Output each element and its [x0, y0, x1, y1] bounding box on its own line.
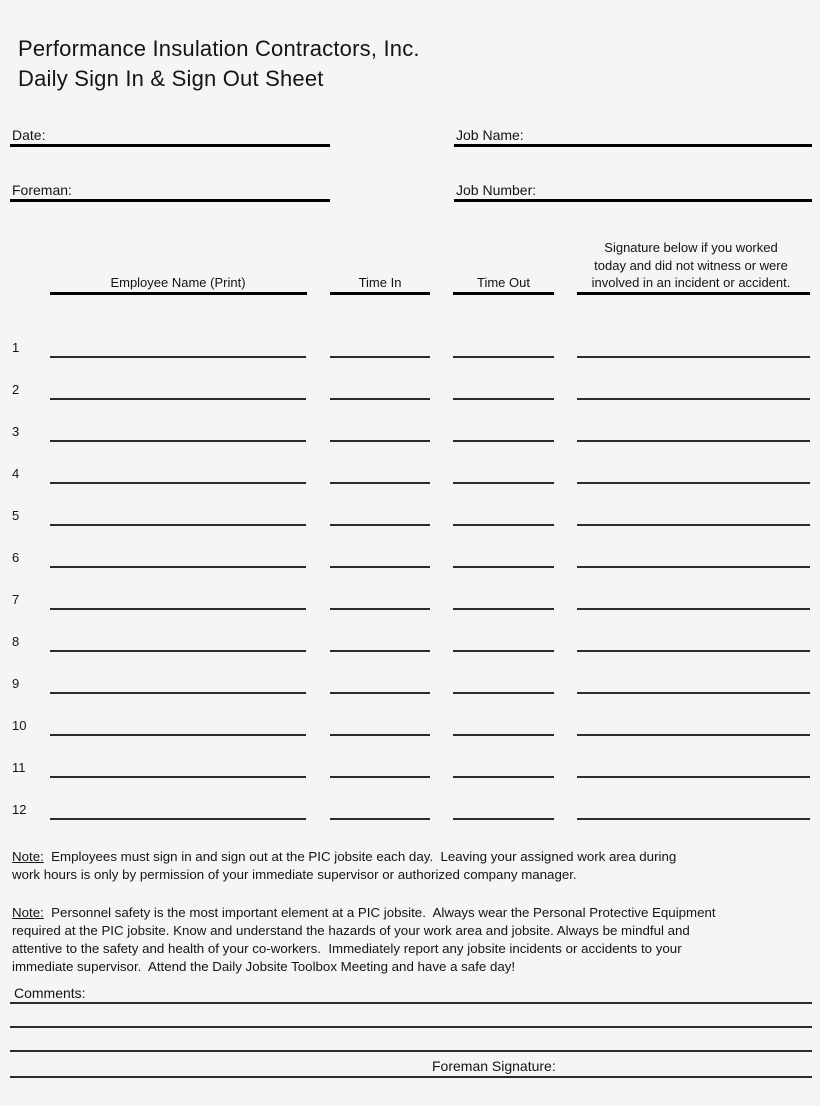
date-label: Date:	[12, 127, 46, 143]
sign-in-row	[0, 464, 820, 484]
time-in-line[interactable]	[330, 692, 430, 694]
time-in-line[interactable]	[330, 734, 430, 736]
signature-line[interactable]	[577, 356, 810, 358]
signature-line[interactable]	[577, 566, 810, 568]
row-number: 1	[12, 340, 20, 355]
employee-name-line[interactable]	[50, 650, 306, 652]
time-in-line[interactable]	[330, 818, 430, 820]
time-in-line[interactable]	[330, 524, 430, 526]
date-field[interactable]	[10, 126, 330, 147]
note-text: work hours is only by permission of your immediate supervisor or authorized company manager.	[12, 867, 577, 882]
comments-field[interactable]	[10, 984, 812, 1004]
job-name-field[interactable]	[454, 126, 812, 147]
signature-line[interactable]	[577, 650, 810, 652]
sign-in-row	[0, 548, 820, 568]
signature-line[interactable]	[577, 440, 810, 442]
employee-name-line[interactable]	[50, 692, 306, 694]
time-out-line[interactable]	[453, 440, 554, 442]
note-text: Employees must sign in and sign out at the PIC jobsite each day. Leaving your assigned work area during	[43, 849, 677, 864]
sign-in-row	[0, 590, 820, 610]
column-header-time-out: Time Out	[477, 275, 530, 290]
employee-name-line[interactable]	[50, 818, 306, 820]
note-text: required at the PIC jobsite. Know and understand the hazards of your work area and jobsite. Always be mindful and	[12, 923, 690, 938]
time-out-line[interactable]	[453, 566, 554, 568]
foreman-signature-label: Foreman Signature:	[432, 1058, 556, 1074]
row-number: 11	[12, 760, 26, 775]
column-header-employee-name: Employee Name (Print)	[110, 275, 246, 290]
employee-name-line[interactable]	[50, 482, 306, 484]
signature-header-line-2: today and did not witness or were	[594, 257, 788, 273]
row-number: 2	[12, 382, 20, 397]
note-text: Personnel safety is the most important element at a PIC jobsite. Always wear the Personal Protective Equipment	[43, 905, 716, 920]
time-out-header-rule	[453, 292, 554, 295]
company-name: Performance Insulation Contractors, Inc.	[18, 36, 420, 61]
row-number: 6	[12, 550, 20, 565]
document-title: Daily Sign In & Sign Out Sheet	[18, 66, 324, 91]
sign-in-row	[0, 758, 820, 778]
comments-line-3[interactable]	[10, 1050, 812, 1052]
time-out-line[interactable]	[453, 734, 554, 736]
sign-in-row	[0, 674, 820, 694]
sign-in-row	[0, 422, 820, 442]
signature-line[interactable]	[577, 524, 810, 526]
time-out-line[interactable]	[453, 398, 554, 400]
time-out-line[interactable]	[453, 482, 554, 484]
sign-in-row	[0, 506, 820, 526]
signature-line[interactable]	[577, 818, 810, 820]
row-number: 4	[12, 466, 20, 481]
note-safety-policy	[12, 904, 818, 976]
signature-line[interactable]	[577, 734, 810, 736]
note-text: immediate supervisor. Attend the Daily Jobsite Toolbox Meeting and have a safe day!	[12, 959, 516, 974]
time-in-line[interactable]	[330, 440, 430, 442]
job-number-label: Job Number:	[456, 182, 537, 198]
column-header-signature	[568, 239, 814, 292]
time-in-line[interactable]	[330, 566, 430, 568]
row-number: 7	[12, 592, 20, 607]
sign-in-row	[0, 338, 820, 358]
time-in-header-rule	[330, 292, 430, 295]
time-out-line[interactable]	[453, 818, 554, 820]
sign-in-row	[0, 716, 820, 736]
note-label: Note:	[12, 905, 44, 920]
foreman-label: Foreman:	[12, 182, 72, 198]
document-header	[18, 34, 420, 94]
signature-header-line-1: Signature below if you worked	[604, 240, 778, 255]
row-number: 9	[12, 676, 20, 691]
signature-header-rule	[577, 292, 810, 295]
time-out-line[interactable]	[453, 356, 554, 358]
employee-name-line[interactable]	[50, 776, 306, 778]
row-number: 3	[12, 424, 20, 439]
note-text: attentive to the safety and health of your co-workers. Immediately report any jobsite incidents or accidents to your	[12, 941, 682, 956]
foreman-field[interactable]	[10, 181, 330, 202]
time-in-line[interactable]	[330, 608, 430, 610]
employee-name-header-rule	[50, 292, 307, 295]
signature-line[interactable]	[577, 608, 810, 610]
employee-name-line[interactable]	[50, 734, 306, 736]
time-out-line[interactable]	[453, 650, 554, 652]
signature-line[interactable]	[577, 398, 810, 400]
sign-in-row	[0, 632, 820, 652]
signature-line[interactable]	[577, 482, 810, 484]
employee-name-line[interactable]	[50, 524, 306, 526]
time-in-line[interactable]	[330, 398, 430, 400]
time-out-line[interactable]	[453, 692, 554, 694]
sign-in-row	[0, 800, 820, 820]
sign-in-row	[0, 380, 820, 400]
employee-name-line[interactable]	[50, 440, 306, 442]
row-number: 10	[12, 718, 27, 733]
signature-line[interactable]	[577, 692, 810, 694]
time-in-line[interactable]	[330, 776, 430, 778]
time-in-line[interactable]	[330, 482, 430, 484]
time-out-line[interactable]	[453, 776, 554, 778]
employee-name-line[interactable]	[50, 398, 306, 400]
signature-line[interactable]	[577, 776, 810, 778]
note-sign-in-policy	[12, 848, 818, 884]
time-out-line[interactable]	[453, 524, 554, 526]
row-number: 8	[12, 634, 20, 649]
time-in-line[interactable]	[330, 356, 430, 358]
row-number: 12	[12, 802, 27, 817]
column-header-time-in: Time In	[358, 275, 402, 290]
job-name-label: Job Name:	[456, 127, 524, 143]
row-number: 5	[12, 508, 20, 523]
job-number-field[interactable]	[454, 181, 812, 202]
note-label: Note:	[12, 849, 44, 864]
comments-line-2[interactable]	[10, 1026, 812, 1028]
time-in-line[interactable]	[330, 650, 430, 652]
foreman-signature-line[interactable]	[10, 1076, 812, 1078]
time-out-line[interactable]	[453, 608, 554, 610]
employee-name-line[interactable]	[50, 608, 306, 610]
comments-label: Comments:	[14, 985, 86, 1001]
employee-name-line[interactable]	[50, 566, 306, 568]
employee-name-line[interactable]	[50, 356, 306, 358]
signature-header-line-3: involved in an incident or accident.	[591, 275, 791, 290]
